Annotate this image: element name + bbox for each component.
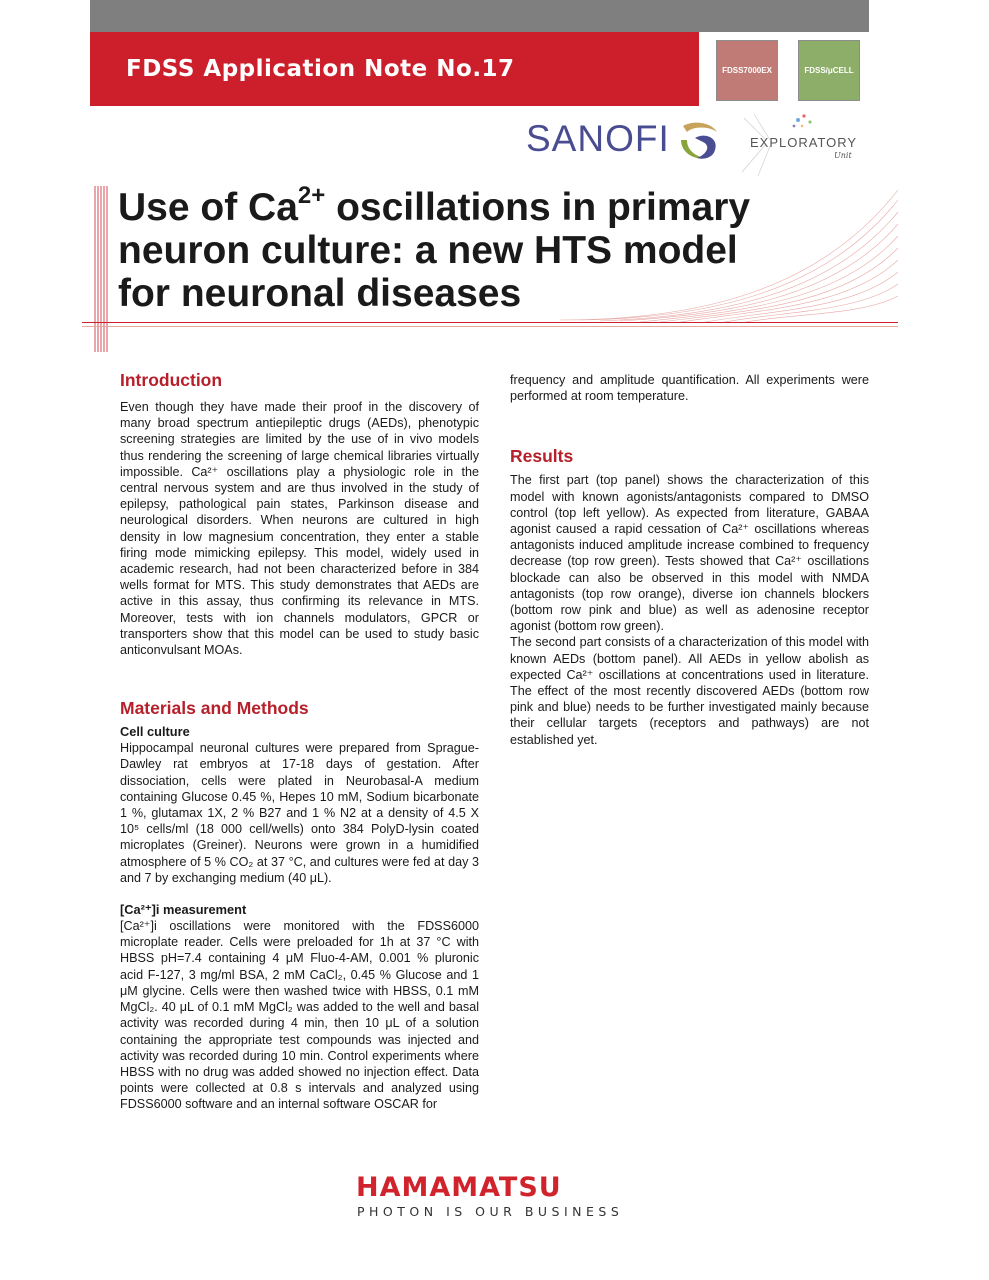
top-grey-bar — [90, 0, 869, 32]
results-heading: Results — [510, 446, 574, 467]
title-rule — [82, 322, 898, 323]
title-line1-a: Use of Ca — [118, 186, 298, 229]
sanofi-bird-icon — [675, 118, 721, 162]
hamamatsu-tagline: PHOTON IS OUR BUSINESS — [357, 1204, 624, 1219]
title-line2: neuron culture: a new HTS model — [118, 229, 738, 272]
title-rule-2 — [82, 326, 898, 327]
title-line3: for neuronal diseases — [118, 272, 522, 315]
cell-culture-heading: Cell culture — [120, 724, 190, 740]
application-note-title: FDSS Application Note No.17 — [126, 56, 515, 82]
methods-heading: Materials and Methods — [120, 698, 309, 719]
title-line1-sup: 2+ — [297, 182, 326, 209]
product-badge-fdss-ucell: FDSS/μCELL — [798, 40, 860, 101]
ca-measurement-body: [Ca²⁺]i oscillations were monitored with the FDSS6000 microplate reader. Cells were preloaded for 1h at 37 °C with HBSS pH=7.4 containing 4 μM Fluo-4-AM, 0.001 % pluronic acid F-127, 3 mg/ml BSA, 2 mM CaCl₂, 0.45 % Glucose and 1 μM glycine. Cells were then washed twice with HBSS, 0.1 mM MgCl₂. 40 μL of 0.1 mM MgCl₂ was added to the well and basal activity was recorded during 4 min, then 10 μL of a solution containing the appropriate test compounds was injected and activity was recorded during 10 min. Control experiments where HBSS with no drug was added showed no injection effect. Data points were collected at 0.8 s intervals and analyzed using FDSS6000 software and an internal software OSCAR for — [120, 919, 479, 1112]
introduction-heading: Introduction — [120, 370, 223, 390]
cell-culture-body: Hippocampal neuronal cultures were prepared from Sprague-Dawley rat embryos at 17-18 days of gestation. After dissociation, cells were plated in Neurobasal-A medium containing Glucose 0.45 %, Hepes 10 mM, Sodium bicarbonate 1 %, glutamax 1X, 2 % B27 and 1 % N2 at a density of 4.5 X 10⁵ cells/ml (18 000 cell/wells) onto 384 PolyD-lysin coated microplates (Greiner). Neurons were grown in a humidified atmosphere of 5 % CO₂ at 37 °C, and cultures were fed at day 3 and 7 by exchanging medium (40 μL). — [120, 741, 479, 885]
hamamatsu-logo: HAMAMATSU — [356, 1172, 562, 1203]
svg-text:EXPLORATORY: EXPLORATORY — [750, 135, 858, 150]
ca-measurement-heading: [Ca²⁺]i measurement — [120, 902, 247, 918]
results-body-1: The first part (top panel) shows the characterization of this model with known agonists/antagonists compared to DMSO control (top left yellow). As expected from literature, GABAA agonist caused a rapid cessation of Ca²⁺ oscillations whereas antagonists induced amplitude increase combined to frequency decrease (top row green). Tests showed that Ca²⁺ oscillations blockade can also be observed in this model with NMDA antagonists (top row orange), diverse ion channels blockers (bottom row pink and blue) as well as adenosine receptor agonist (bottom row green). — [510, 473, 869, 634]
title-accent-lines — [94, 186, 110, 352]
svg-text:Unit: Unit — [834, 151, 852, 160]
document-title — [118, 182, 838, 315]
introduction-body: Even though they have made their proof in the discovery of many broad spectrum antiepileptic drugs (AEDs), phenotypic screening strategies are limited by the use of in vivo models thus rendering the screening of large chemical libraries virtually impossible. Ca²⁺ oscillations play a physiologic role in the central nervous system and are thus involved in the study of epilepsy, pathological pain states, Parkinson disease and neurological disorders. When neurons are cultured in high density in low magnesium concentration, they enter a stable firing mode mimicking epilepsy. This model, widely used in academic research, had not been characterized before in 384 wells format for MTS. This study demonstrates that AEDs are active in this assay, thus confirming its relevance in MTS. Moreover, tests with ion channels modulators, GPCR or transporters show that this model can be used to study basic anticonvulsant MOAs. — [120, 400, 479, 658]
results-body-2: The second part consists of a characterization of this model with known AEDs (bottom panel). All AEDs in yellow abolish as expected Ca²⁺ oscillations at concentrations used in literature. The effect of the most recently discovered AEDs (bottom row pink and blue) needs to be further investigated mainly because their cellular targets (receptors and pathways) are not established yet. — [510, 635, 869, 747]
sanofi-logo-text: SANOFI — [526, 118, 670, 159]
exploratory-unit-logo — [738, 110, 868, 180]
methods-continuation: frequency and amplitude quantification. All experiments were performed at room temperature. — [510, 373, 869, 404]
title-line1-b: oscillations in primary — [325, 186, 751, 229]
product-badge-fdss7000ex: FDSS7000EX — [716, 40, 778, 101]
left-column — [120, 370, 479, 1113]
right-column — [510, 372, 869, 748]
